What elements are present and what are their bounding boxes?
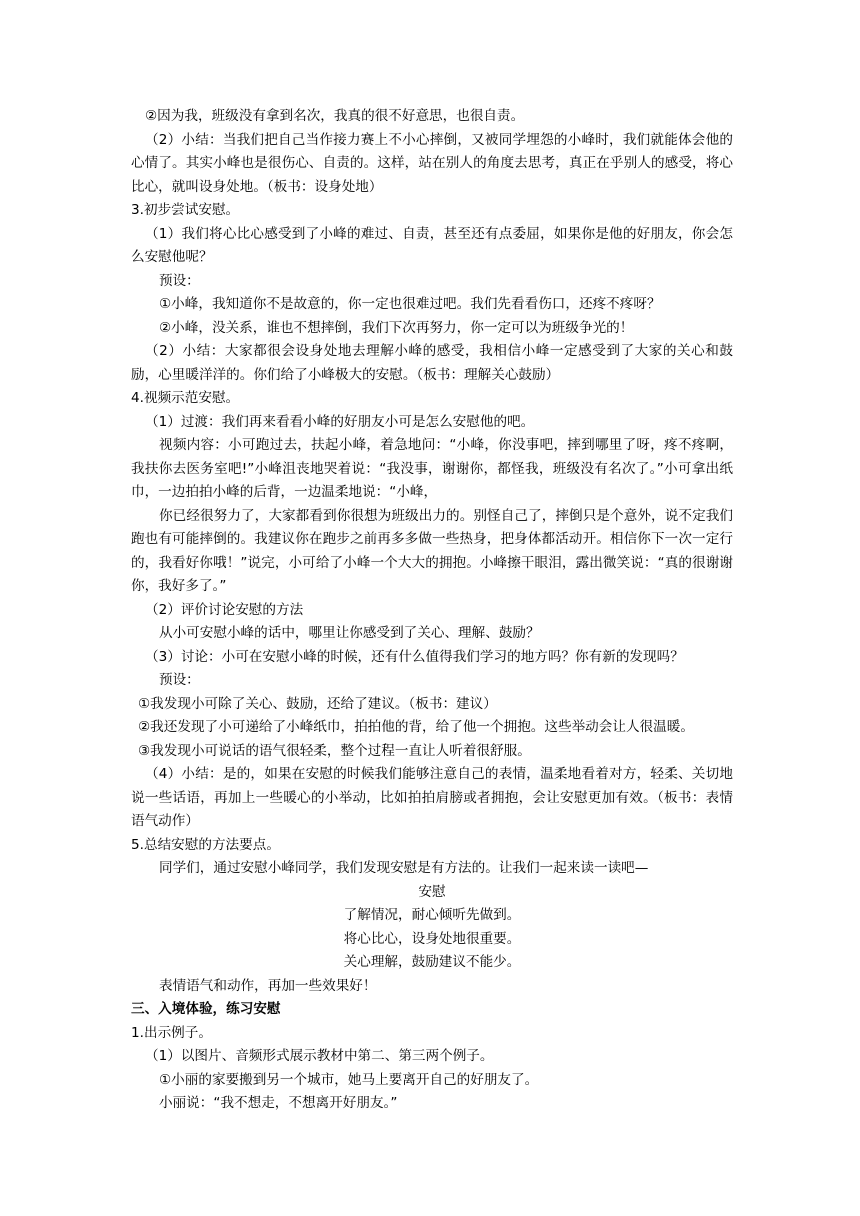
paragraph: ②小峰，没关系，谁也不想摔倒，我们下次再努力，你一定可以为班级争光的！ <box>159 319 634 336</box>
section-heading: 3.初步尝试安慰。 <box>131 202 240 218</box>
paragraph: 小丽说：“我不想走，不想离开好朋友。” <box>159 1095 398 1111</box>
paragraph: ②我还发现了小可递给了小峰纸巾，拍拍他的背，给了他一个拥抱。这些举动会让人很温暖。 <box>138 719 694 735</box>
paragraph: （1）过渡：我们再来看看小峰的好朋友小可是怎么安慰他的吧。 <box>145 413 535 430</box>
paragraph: ②因为我，班级没有拿到名次，我真的很不好意思，也很自责。 <box>145 108 525 124</box>
poem-line: 关心理解，鼓励建议不能少。 <box>343 954 521 970</box>
paragraph: （2）评价讨论安慰的方法 <box>145 601 304 618</box>
poem-title: 安慰 <box>418 883 446 900</box>
paragraph: 同学们，通过安慰小峰同学，我们发现安慰是有方法的。让我们一起来读一读吧— <box>159 860 649 876</box>
paragraph: ①我发现小可除了关心、鼓励，还给了建议。（板书：建议） <box>138 695 497 712</box>
section-heading: 4.视频示范安慰。 <box>131 390 240 406</box>
poem-line: 将心比心，设身处地很重要。 <box>343 930 521 947</box>
paragraph: （2）小结：大家都很会设身处地去理解小峰的感受，我相信小峰一定感受到了大家的关心和鼓励，心里暖洋洋的。你们给了小峰极大的安慰。（板书：理解关心鼓励） <box>131 343 733 383</box>
document-body <box>131 105 733 1116</box>
paragraph: ①小丽的家要搬到另一个城市，她马上要离开自己的好朋友了。 <box>159 1071 539 1088</box>
paragraph: （1）我们将心比心感受到了小峰的难过、自责，甚至还有点委屈，如果你是他的好朋友，你会怎么安慰他呢？ <box>131 225 733 265</box>
paragraph: （2）小结：当我们把自己当作接力赛上不小心摔倒，又被同学埋怨的小峰时，我们就能体会他的心情了。其实小峰也是很伤心、自责的。这样，站在别人的角度去思考，真正在乎别人的感受，将心比心，就叫设身处地。（板书：设身处地） <box>131 131 733 195</box>
paragraph: （1）以图片、音频形式展示教材中第二、第三两个例子。 <box>145 1048 494 1064</box>
paragraph: （4）小结：是的，如果在安慰的时候我们能够注意自己的表情，温柔地看着对方，轻柔、关切地说一些话语，再加上一些暖心的小举动，比如拍拍肩膀或者拥抱，会让安慰更加有效。（板书：表情语气动作） <box>131 766 733 829</box>
paragraph: 预设： <box>159 272 200 289</box>
paragraph: 表情语气和动作，再加一些效果好！ <box>159 977 377 994</box>
paragraph: （3）讨论：小可在安慰小峰的时候，还有什么值得我们学习的地方吗？你有新的发现吗？ <box>145 648 684 665</box>
paragraph: ③我发现小可说话的语气很轻柔，整个过程一直让人听着很舒服。 <box>138 742 531 759</box>
paragraph: 视频内容：小可跑过去，扶起小峰，着急地问：“小峰，你没事吧，摔到哪里了呀，疼不疼啊，我扶你去医务室吧!”小峰沮丧地哭着说：“我没事，谢谢你，都怪我，班级没有名次了。”小可拿出纸巾，一边拍拍小峰的后背，一边温柔地说：“小峰， <box>131 437 733 500</box>
paragraph: ①小峰，我知道你不是故意的，你一定也很难过吧。我们先看看伤口，还疼不疼呀？ <box>159 296 661 312</box>
paragraph: 从小可安慰小峰的话中，哪里让你感受到了关心、理解、鼓励？ <box>159 625 540 641</box>
section-heading: 1.出示例子。 <box>131 1024 212 1041</box>
section-heading: 5.总结安慰的方法要点。 <box>131 836 280 853</box>
poem-line: 了解情况，耐心倾听先做到。 <box>343 907 521 923</box>
paragraph: 你已经很努力了，大家都看到你很想为班级出力的。别怪自己了，摔倒只是个意外，说不定我们跑也有可能摔倒的。我建议你在跑步之前再多多做一些热身，把身体都活动开。相信你下一次一定行的，我看好你哦！”说完，小可给了小峰一个大大的拥抱。小峰擦干眼泪，露出微笑说：“真的很谢谢你，我好多了。” <box>131 507 733 594</box>
paragraph: 预设： <box>159 672 200 688</box>
chapter-heading: 三、入境体验，练习安慰 <box>131 1001 281 1017</box>
